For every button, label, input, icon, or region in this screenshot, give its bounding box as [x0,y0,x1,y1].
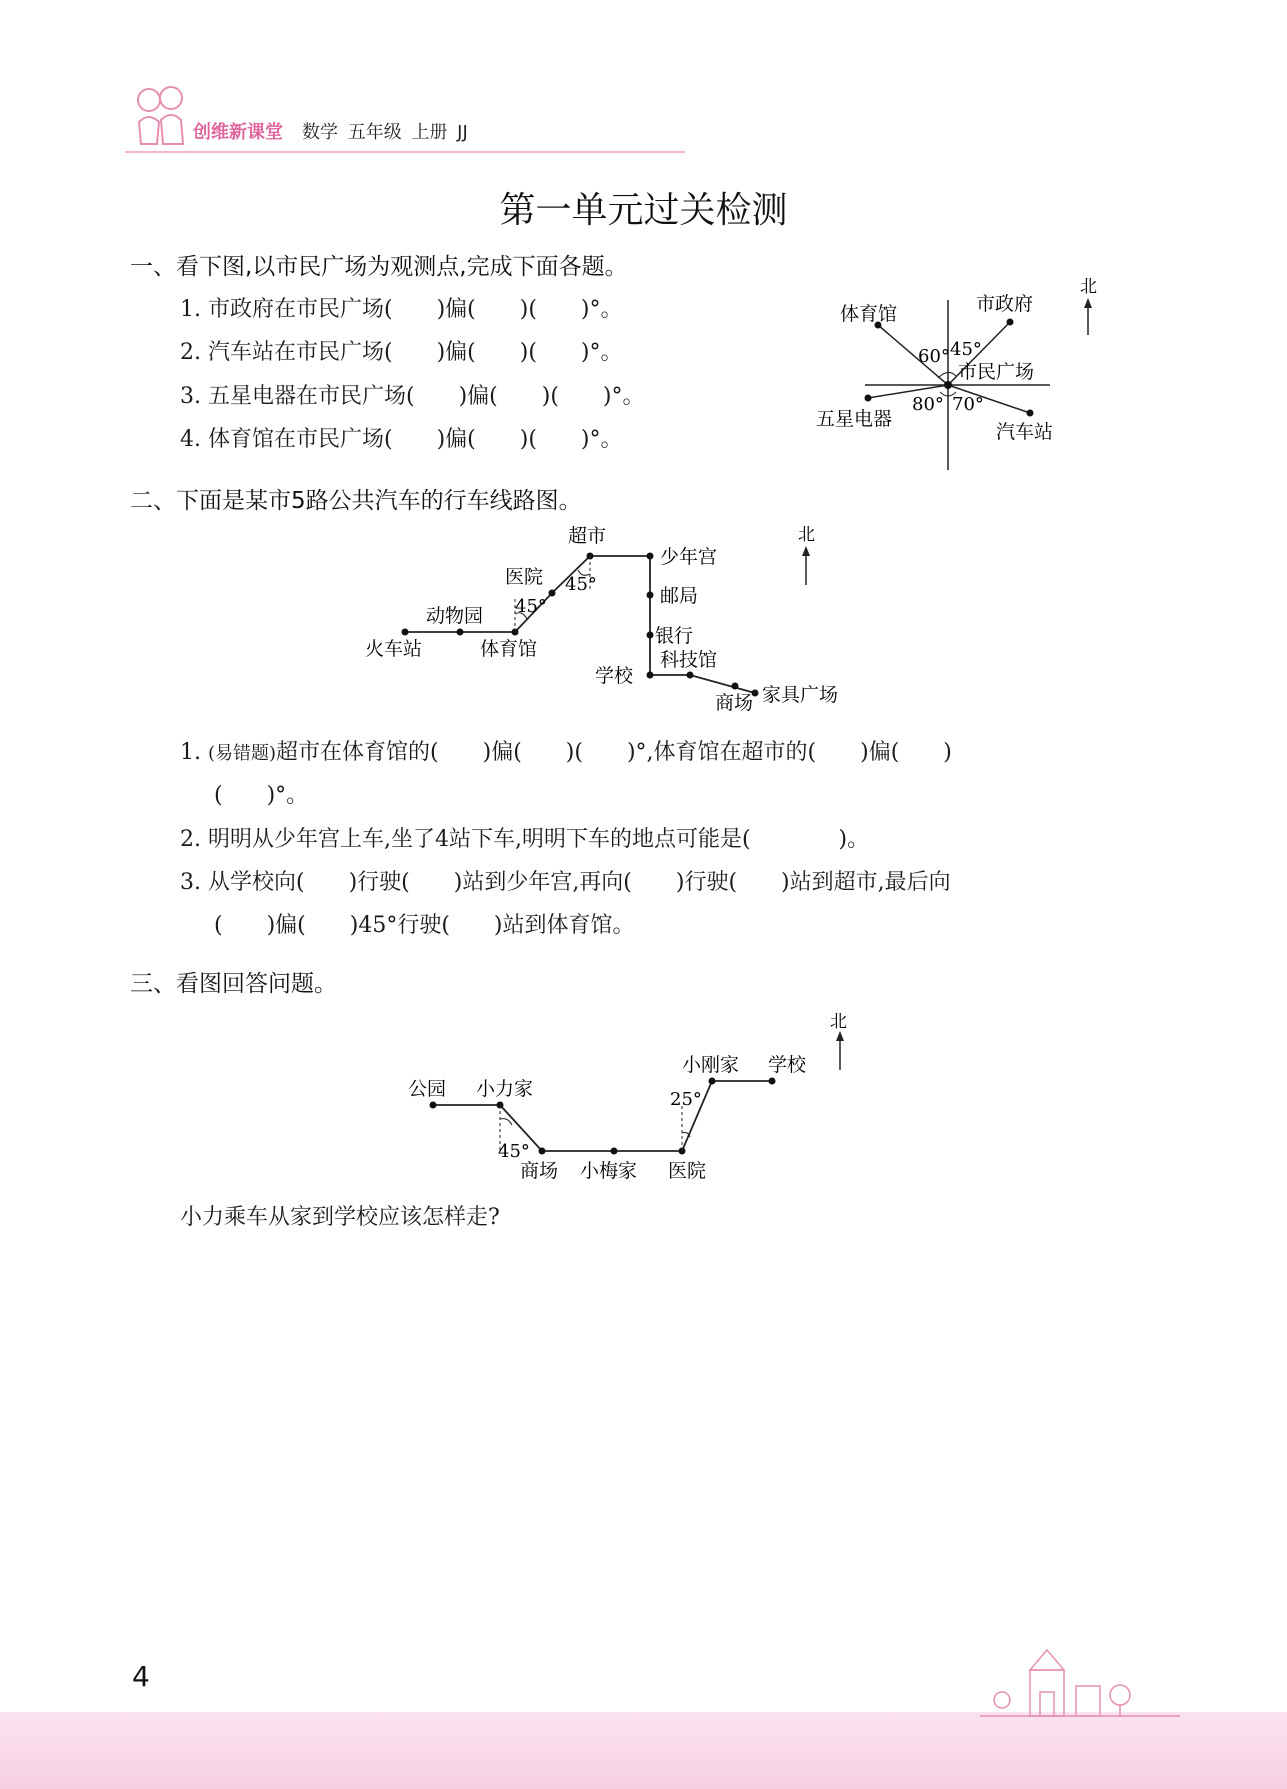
section1-question-4: 4. 体育馆在市民广场( )偏( )( )°。 [180,427,623,452]
q1-number: 1. [180,740,201,765]
section2-heading: 二、下面是某市5路公共汽车的行车线路图。 [130,488,582,514]
section1-diagram [800,270,1120,480]
castle-decoration-icon [980,1640,1180,1720]
store-label: 五星电器 [816,408,893,430]
angle-80: 80° [912,394,944,415]
center-label: 市民广场 [958,361,1035,383]
section2-question-3: 3. 从学校向( )行驶( )站到少年宫,再向( )行驶( )站到超市,最后向 [180,870,951,895]
bus-route-diagram [360,520,920,720]
page-number: 4 [132,1660,150,1693]
footer-band [0,1712,1287,1789]
angle-60: 60° [918,346,950,367]
bus-label: 汽车站 [996,421,1054,443]
section2-north-label: 北 [798,525,815,545]
station-hospital: 医院 [505,566,544,588]
label-park: 公园 [408,1078,447,1100]
station-train: 火车站 [365,638,423,660]
page-title: 第一单元过关检测 [499,190,788,231]
section1-question-1: 1. 市政府在市民广场( )偏( )( )°。 [180,297,623,322]
station-school: 学校 [595,665,634,687]
kids-logo-icon [125,82,195,152]
label-xiaoli-home: 小力家 [476,1078,534,1100]
angle-45: 45° [950,339,982,360]
station-post: 邮局 [660,585,699,607]
station-tech: 科技馆 [660,649,718,671]
station-mall: 商场 [715,692,754,714]
section2-question-1-cont: ( )°。 [214,783,309,808]
section3-heading: 三、看图回答问题。 [130,971,337,997]
section2-question-3-cont: ( )偏( )45°行驶( )站到体育馆。 [214,913,635,938]
section3-question: 小力乘车从家到学校应该怎样走? [180,1205,500,1230]
section1-question-2: 2. 汽车站在市民广场( )偏( )( )°。 [180,340,623,365]
header-divider [125,150,685,154]
label-mall: 商场 [520,1160,559,1182]
gov-label: 市政府 [976,293,1034,315]
section3-diagram [400,1005,860,1190]
section2-question-1 [180,735,952,766]
station-stadium: 体育馆 [480,638,538,660]
section3-north-label: 北 [830,1012,847,1032]
section1-question-3: 3. 五星电器在市民广场( )偏( )( )°。 [180,384,645,409]
section1-heading: 一、看下图,以市民广场为观测点,完成下面各题。 [130,254,628,280]
label-xiaogang-home: 小刚家 [682,1054,740,1076]
label-school: 学校 [768,1054,807,1076]
angle-45: 45° [498,1141,530,1162]
station-zoo: 动物园 [426,605,484,627]
q1-text: 超市在体育馆的( )偏( )( )°,体育馆在超市的( )偏( ) [276,740,952,765]
q1-note: (易错题) [208,743,277,764]
section2-question-2: 2. 明明从少年宫上车,坐了4站下车,明明下车的地点可能是( )。 [180,827,870,852]
gym-label: 体育馆 [840,303,898,325]
route-angle-2: 45° [565,574,597,595]
section1-north-label: 北 [1080,277,1097,297]
subject-info: 数学 五年级 上册 JJ [302,122,468,143]
route-angle-1: 45° [515,596,547,617]
label-xiaomei-home: 小梅家 [580,1160,638,1182]
angle-70: 70° [952,394,984,415]
station-bank: 银行 [655,625,694,647]
label-hospital: 医院 [668,1160,707,1182]
brand-name: 创维新课堂 [193,122,283,143]
station-furniture: 家具广场 [762,684,839,706]
station-market: 超市 [568,525,607,547]
angle-25: 25° [670,1089,702,1110]
station-palace: 少年宫 [660,546,718,568]
